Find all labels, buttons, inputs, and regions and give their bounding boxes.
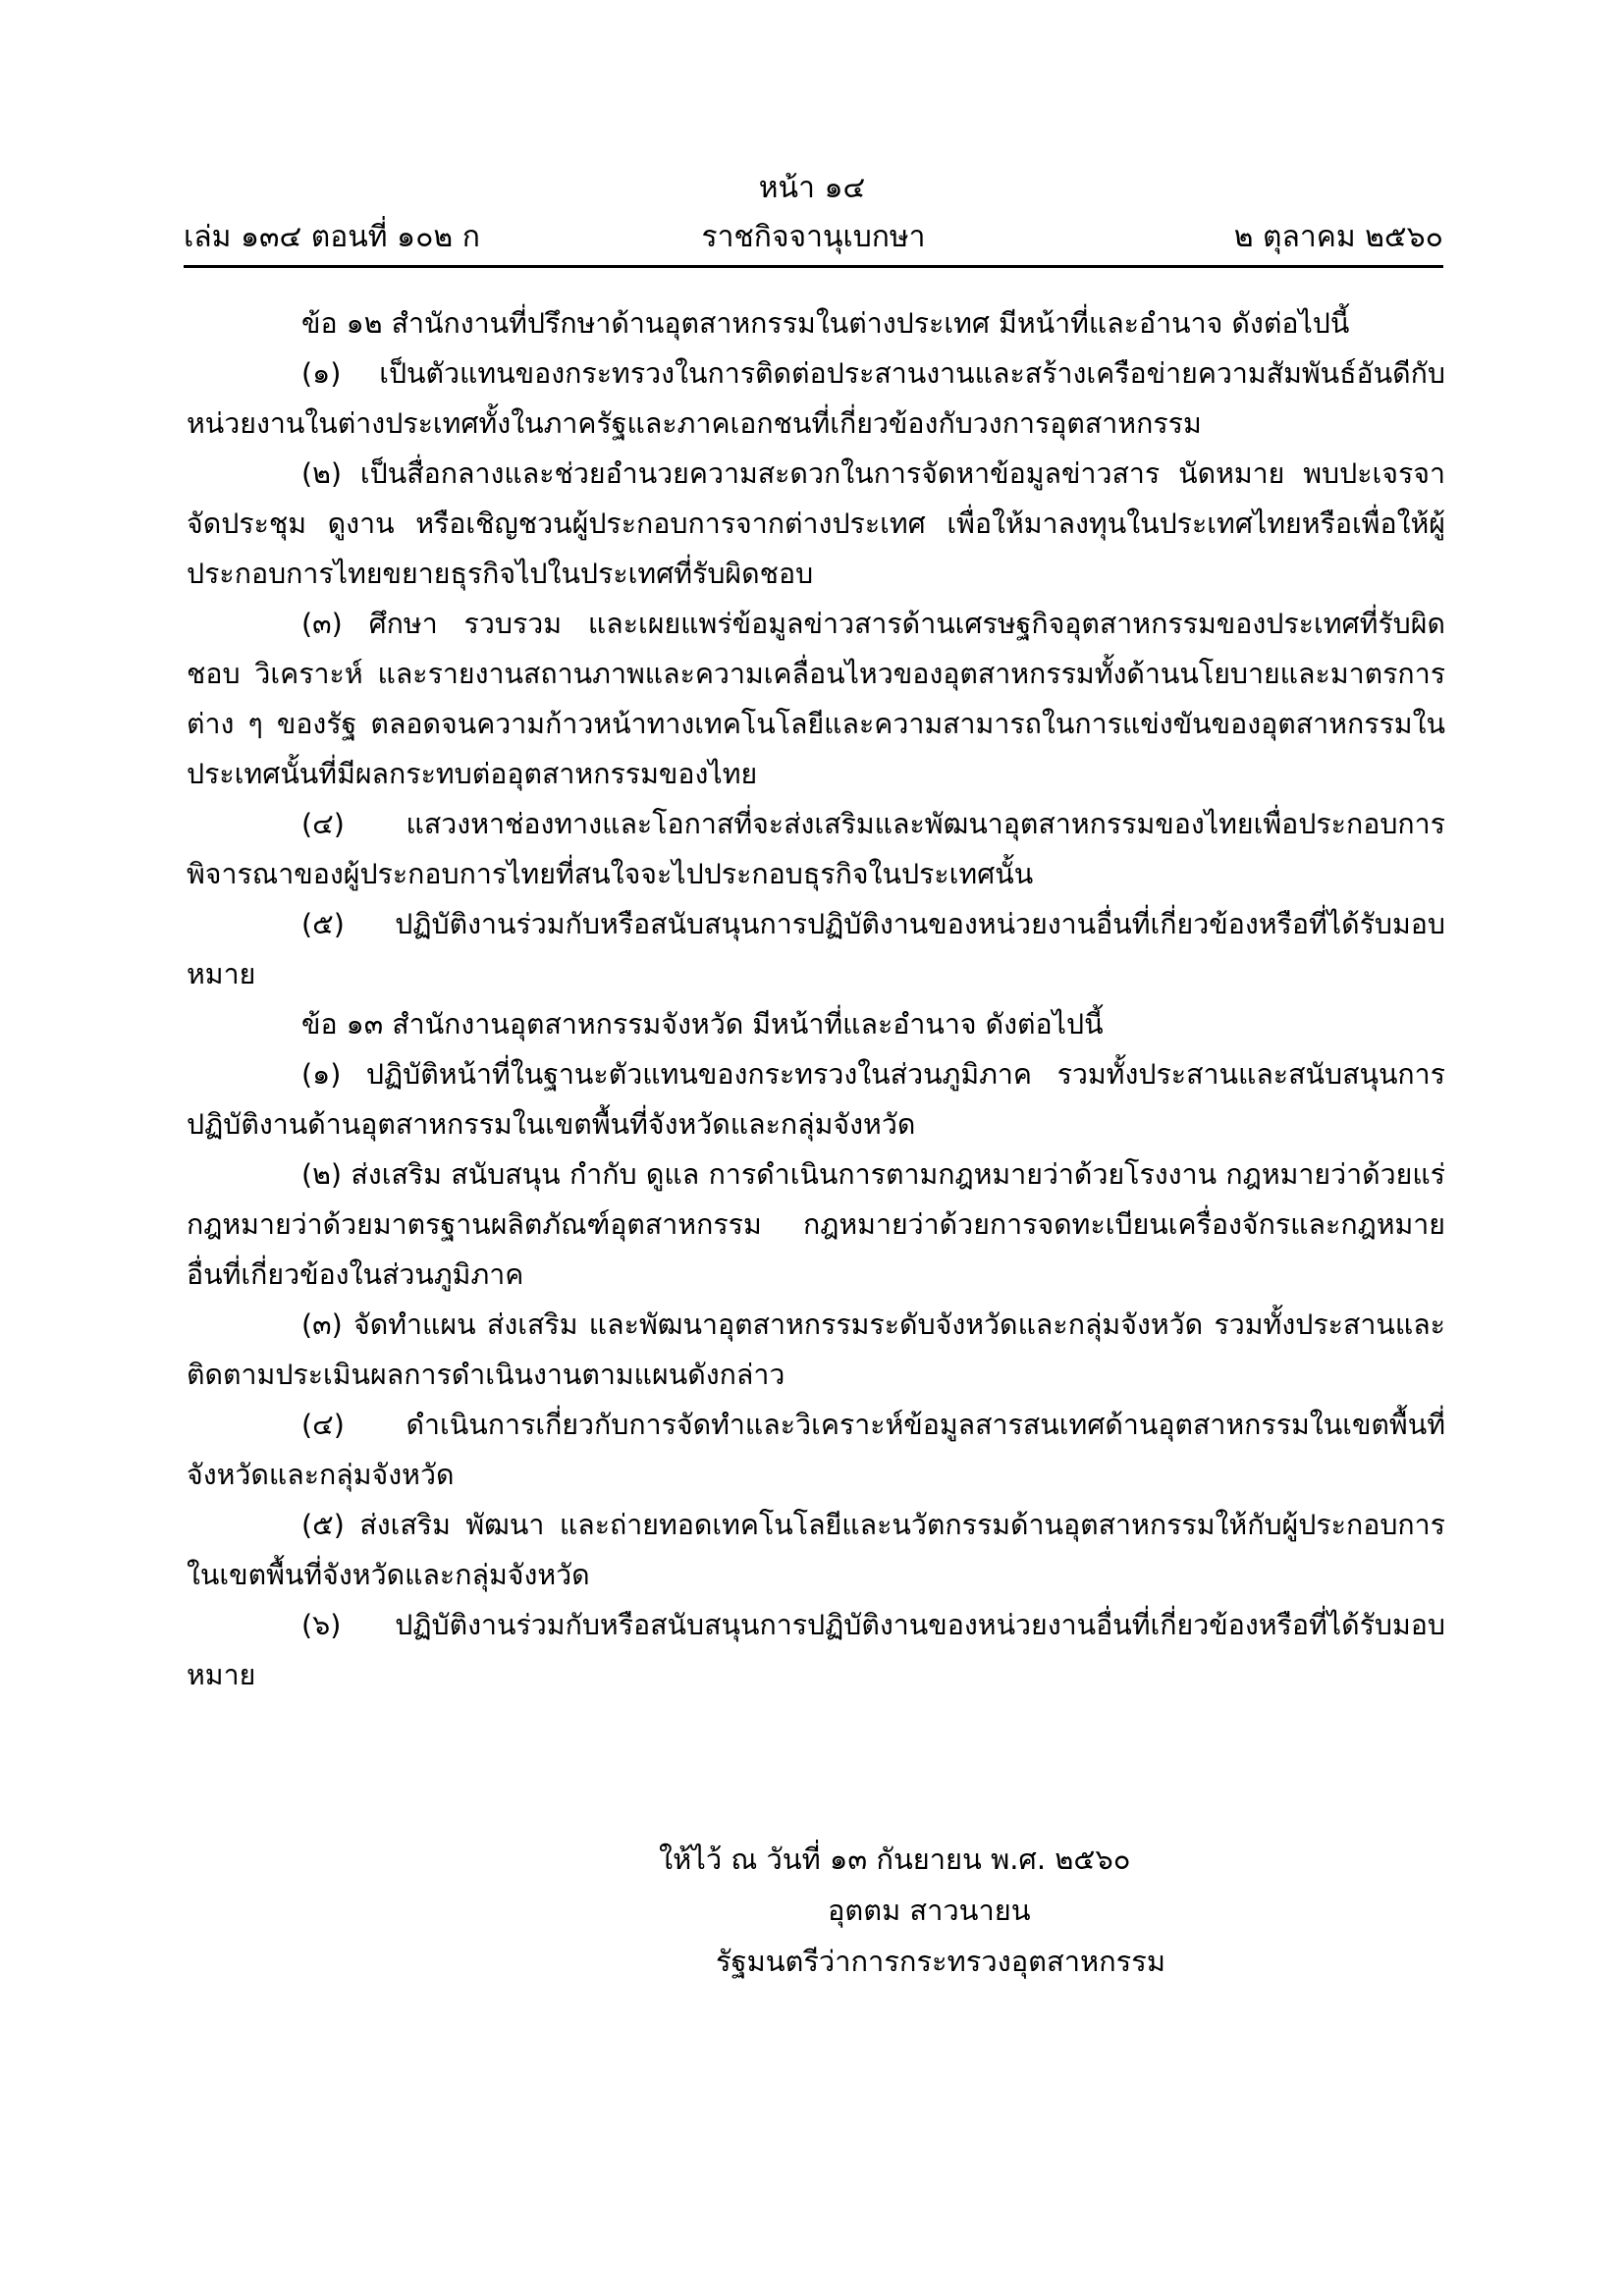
clause-13-item-1: (๑) ปฏิบัติหน้าที่ในฐานะตัวแทนของกระทรวงในส่วนภูมิภาค รวมทั้งประสานและสนับสนุนการปฏิบัติงานด้านอุตสาหกรรมในเขตพื้นที่จังหวัดและกลุ่มจังหวัด [187,1058,1445,1141]
clause-12-item-3: (๓) ศึกษา รวบรวม และเผยแพร่ข้อมูลข่าวสารด้านเศรษฐกิจอุตสาหกรรมของประเทศที่รับผิดชอบ วิเคราะห์ และรายงานสถานภาพและความเคลื่อนไหวของอุตสาหกรรมทั้งด้านนโยบายและมาตรการต่าง ๆ ของรัฐ ตลอดจนความก้าวหน้าทางเทคโนโลยีและความสามารถในการแข่งขันของอุตสาหกรรมในประเทศนั้นที่มีผลกระทบต่ออุตสาหกรรมของไทย [187,608,1445,790]
header-divider [184,265,1443,268]
clause-13-item-2: (๒) ส่งเสริม สนับสนุน กำกับ ดูแล การดำเนินการตามกฎหมายว่าด้วยโรงงาน กฎหมายว่าด้วยแร่ กฎหมายว่าด้วยมาตรฐานผลิตภัณฑ์อุตสาหกรรม กฎหมายว่าด้วยการจดทะเบียนเครื่องจักรและกฎหมายอื่นที่เกี่ยวข้องในส่วนภูมิภาค [187,1158,1445,1291]
clause-12-item-1: (๑) เป็นตัวแทนของกระทรวงในการติดต่อประสานงานและสร้างเครือข่ายความสัมพันธ์อันดีกับหน่วยงานในต่างประเทศทั้งในภาครัฐและภาคเอกชนที่เกี่ยวข้องกับวงการอุตสาหกรรม [187,357,1445,440]
document-body [187,298,1445,1700]
publication-date: ๒ ตุลาคม ๒๕๖๐ [1233,220,1443,254]
publication-name: ราชกิจจานุเบกษา [701,220,926,254]
volume-issue: เล่ม ๑๓๔ ตอนที่ ๑๐๒ ก [184,220,480,254]
clause-13-item-4: (๔) ดำเนินการเกี่ยวกับการจัดทำและวิเคราะห์ข้อมูลสารสนเทศด้านอุตสาหกรรมในเขตพื้นที่จังหวัดและกลุ่มจังหวัด [187,1409,1445,1491]
clause-12-item-5: (๕) ปฏิบัติงานร่วมกับหรือสนับสนุนการปฏิบัติงานของหน่วยงานอื่นที่เกี่ยวข้องหรือที่ได้รับมอบหมาย [187,908,1445,990]
page-number: หน้า ๑๔ [758,171,866,205]
gazette-header [184,214,1443,257]
clause-12-item-2: (๒) เป็นสื่อกลางและช่วยอำนวยความสะดวกในการจัดหาข้อมูลข่าวสาร นัดหมาย พบปะเจรจา จัดประชุม ดูงาน หรือเชิญชวนผู้ประกอบการจากต่างประเทศ เพื่อให้มาลงทุนในประเทศไทยหรือเพื่อให้ผู้ประกอบการไทยขยายธุรกิจไปในประเทศที่รับผิดชอบ [187,457,1445,590]
clause-13-item-3: (๓) จัดทำแผน ส่งเสริม และพัฒนาอุตสาหกรรมระดับจังหวัดและกลุ่มจังหวัด รวมทั้งประสานและติดตามประเมินผลการดำเนินงานตามแผนดังกล่าว [187,1308,1445,1391]
clause-13-item-5: (๕) ส่งเสริม พัฒนา และถ่ายทอดเทคโนโลยีและนวัตกรรมด้านอุตสาหกรรมให้กับผู้ประกอบการในเขตพื้นที่จังหวัดและกลุ่มจังหวัด [187,1509,1445,1591]
clause-13-heading: ข้อ ๑๓ สำนักงานอุตสาหกรรมจังหวัด มีหน้าที่และอำนาจ ดังต่อไปนี้ [301,1008,1104,1041]
given-date: ให้ไว้ ณ วันที่ ๑๓ กันยายน พ.ศ. ๒๕๖๐ [659,1842,1131,1876]
signer-position: รัฐมนตรีว่าการกระทรวงอุตสาหกรรม [716,1945,1165,1978]
clause-12-heading: ข้อ ๑๒ สำนักงานที่ปรึกษาด้านอุตสาหกรรมในต่างประเทศ มีหน้าที่และอำนาจ ดังต่อไปนี้ [301,307,1350,340]
clause-12-item-4: (๔) แสวงหาช่องทางและโอกาสที่จะส่งเสริมและพัฒนาอุตสาหกรรมของไทยเพื่อประกอบการพิจารณาของผู้ประกอบการไทยที่สนใจจะไปประกอบธุรกิจในประเทศนั้น [187,808,1445,890]
signer-name: อุตตม สาวนายน [828,1894,1031,1927]
clause-13-item-6: (๖) ปฏิบัติงานร่วมกับหรือสนับสนุนการปฏิบัติงานของหน่วยงานอื่นที่เกี่ยวข้องหรือที่ได้รับมอบหมาย [187,1609,1445,1691]
